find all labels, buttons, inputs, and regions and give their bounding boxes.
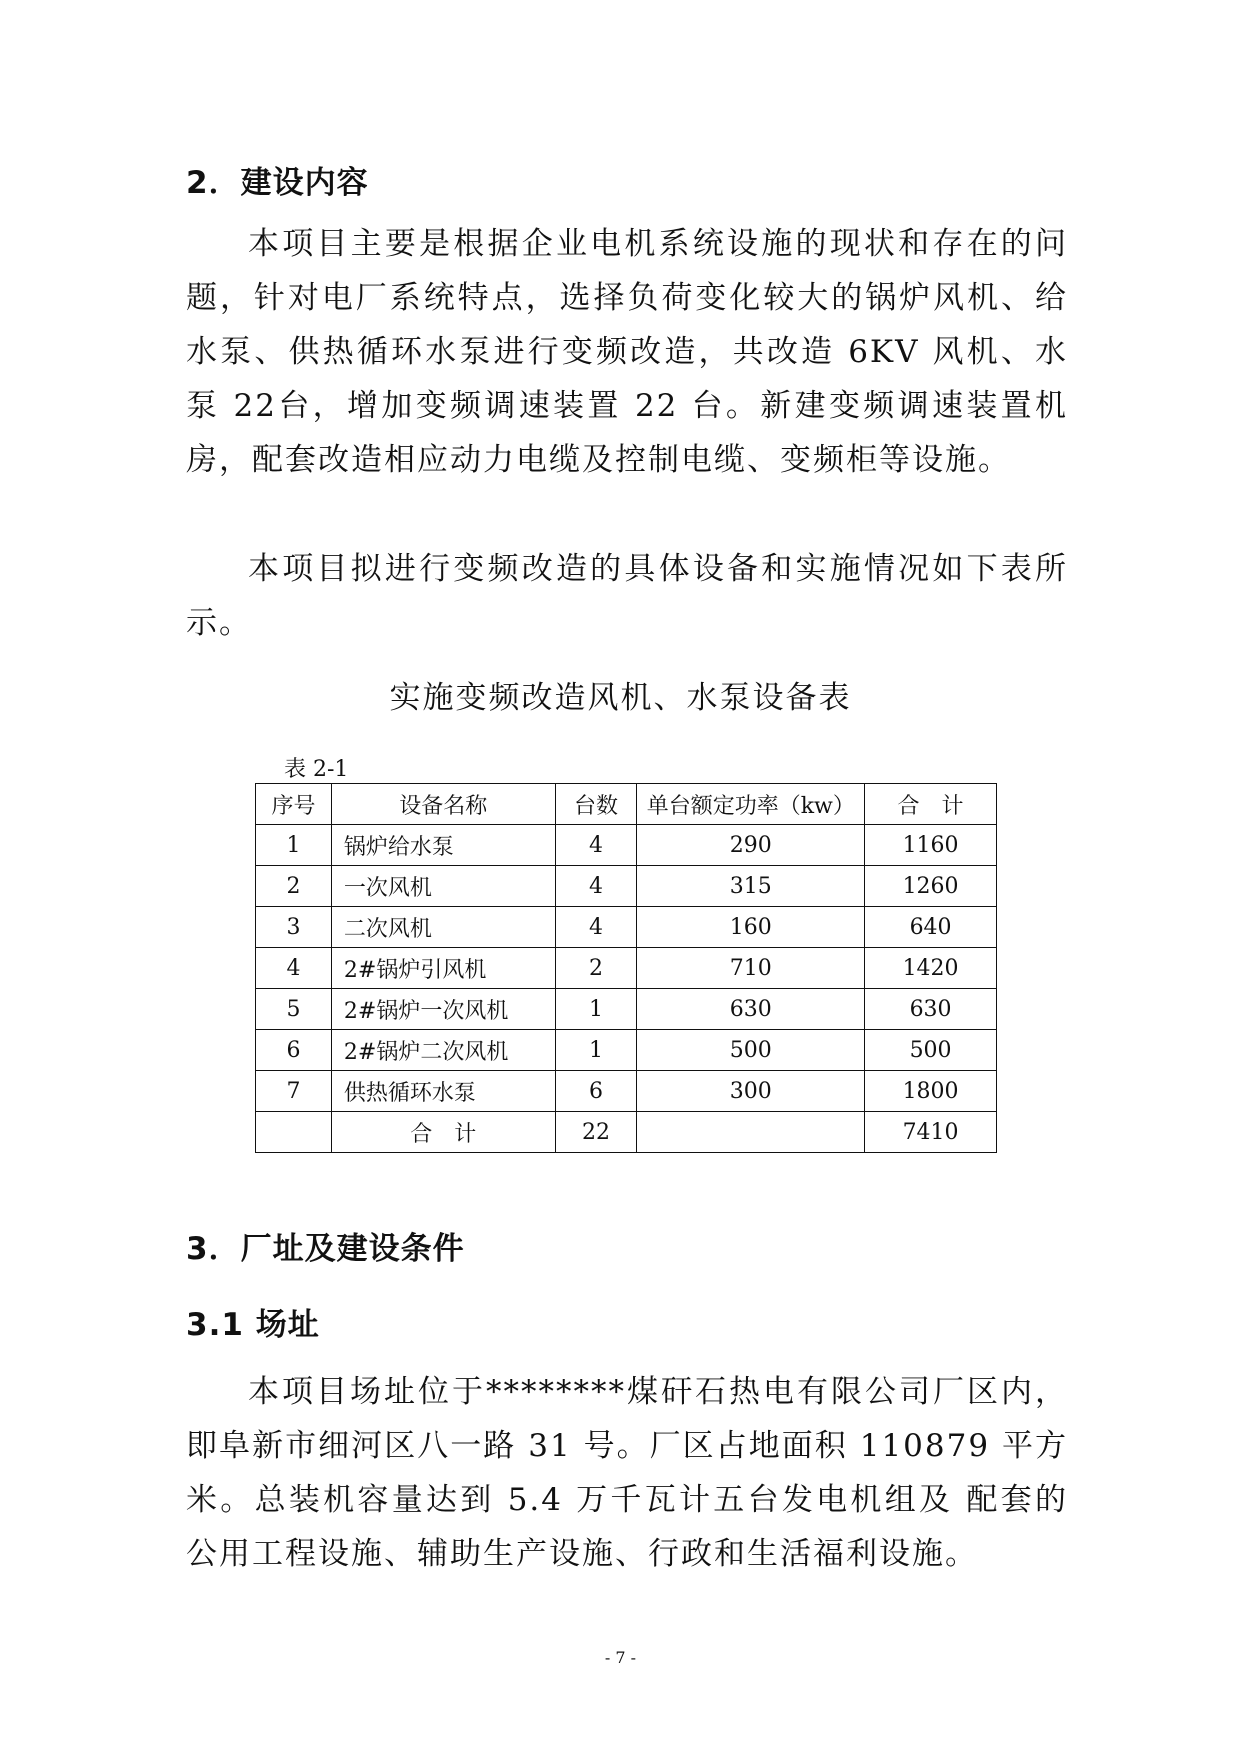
header-index: 序号: [256, 784, 332, 825]
cell-empty: [256, 1112, 332, 1153]
cell-equipment-name: 2#锅炉引风机: [331, 948, 555, 989]
section-2-heading: 2．建设内容: [186, 165, 369, 201]
cell-index: 4: [256, 948, 332, 989]
cell-index: 7: [256, 1071, 332, 1112]
page-number: - 7 -: [604, 1648, 637, 1667]
cell-rated-power: 710: [637, 948, 865, 989]
table-row: [256, 825, 997, 866]
cell-count: 4: [555, 907, 637, 948]
table-row: [256, 989, 997, 1030]
cell-equipment-name: 供热循环水泵: [331, 1071, 555, 1112]
section-3-heading: 3．厂址及建设条件: [186, 1231, 465, 1267]
cell-equipment-name: 一次风机: [331, 866, 555, 907]
table-total-row: [256, 1112, 997, 1153]
cell-rated-power: 290: [637, 825, 865, 866]
cell-total-label: 合 计: [331, 1112, 555, 1153]
header-count: 台数: [555, 784, 637, 825]
table-row: [256, 1030, 997, 1071]
cell-total: 1420: [865, 948, 997, 989]
cell-index: 3: [256, 907, 332, 948]
equipment-table: [255, 783, 997, 1153]
section-3-1-heading: 3.1 场址: [186, 1307, 320, 1343]
cell-index: 5: [256, 989, 332, 1030]
header-rated-power: 单台额定功率（kw）: [637, 784, 865, 825]
table-row: [256, 866, 997, 907]
cell-rated-power: 500: [637, 1030, 865, 1071]
table-title: 实施变频改造风机、水泵设备表: [389, 680, 852, 716]
cell-total: 640: [865, 907, 997, 948]
cell-total: 1800: [865, 1071, 997, 1112]
cell-index: 1: [256, 825, 332, 866]
cell-rated-power: 160: [637, 907, 865, 948]
header-equipment-name: 设备名称: [331, 784, 555, 825]
cell-count: 1: [555, 989, 637, 1030]
cell-total: 500: [865, 1030, 997, 1071]
table-number: 表 2-1: [284, 757, 349, 782]
cell-total-sum: 7410: [865, 1112, 997, 1153]
cell-count: 1: [555, 1030, 637, 1071]
cell-total-count: 22: [555, 1112, 637, 1153]
cell-equipment-name: 2#锅炉二次风机: [331, 1030, 555, 1071]
cell-count: 4: [555, 866, 637, 907]
cell-equipment-name: 锅炉给水泵: [331, 825, 555, 866]
cell-index: 6: [256, 1030, 332, 1071]
section-2-paragraph-2: 本项目拟进行变频改造的具体设备和实施情况如下表所示。: [186, 551, 1068, 641]
section-2-paragraph-1: 本项目主要是根据企业电机系统设施的现状和存在的问题，针对电厂系统特点，选择负荷变化较大的锅炉风机、给水泵、供热循环水泵进行变频改造，共改造 6KV 风机、水泵 22台，增加变频调速装置 22 台。新建变频调速装置机房，配套改造相应动力电缆及控制电缆、变频柜等设施。: [186, 226, 1068, 478]
cell-count: 4: [555, 825, 637, 866]
cell-total: 630: [865, 989, 997, 1030]
cell-rated-power: 315: [637, 866, 865, 907]
table-header-row: [256, 784, 997, 825]
section-3-1-paragraph: 本项目场址位于********煤矸石热电有限公司厂区内，即阜新市细河区八一路 31 号。厂区占地面积 110879 平方米。总装机容量达到 5.4 万千瓦计五台发电机组及 配套的公用工程设施、辅助生产设施、行政和生活福利设施。: [186, 1374, 1068, 1572]
table-row: [256, 907, 997, 948]
cell-rated-power: 300: [637, 1071, 865, 1112]
cell-equipment-name: 二次风机: [331, 907, 555, 948]
cell-index: 2: [256, 866, 332, 907]
cell-equipment-name: 2#锅炉一次风机: [331, 989, 555, 1030]
cell-total: 1160: [865, 825, 997, 866]
table-row: [256, 1071, 997, 1112]
cell-count: 2: [555, 948, 637, 989]
cell-count: 6: [555, 1071, 637, 1112]
cell-rated-power: 630: [637, 989, 865, 1030]
table-row: [256, 948, 997, 989]
cell-total-power: [637, 1112, 865, 1153]
header-total: 合 计: [865, 784, 997, 825]
cell-total: 1260: [865, 866, 997, 907]
